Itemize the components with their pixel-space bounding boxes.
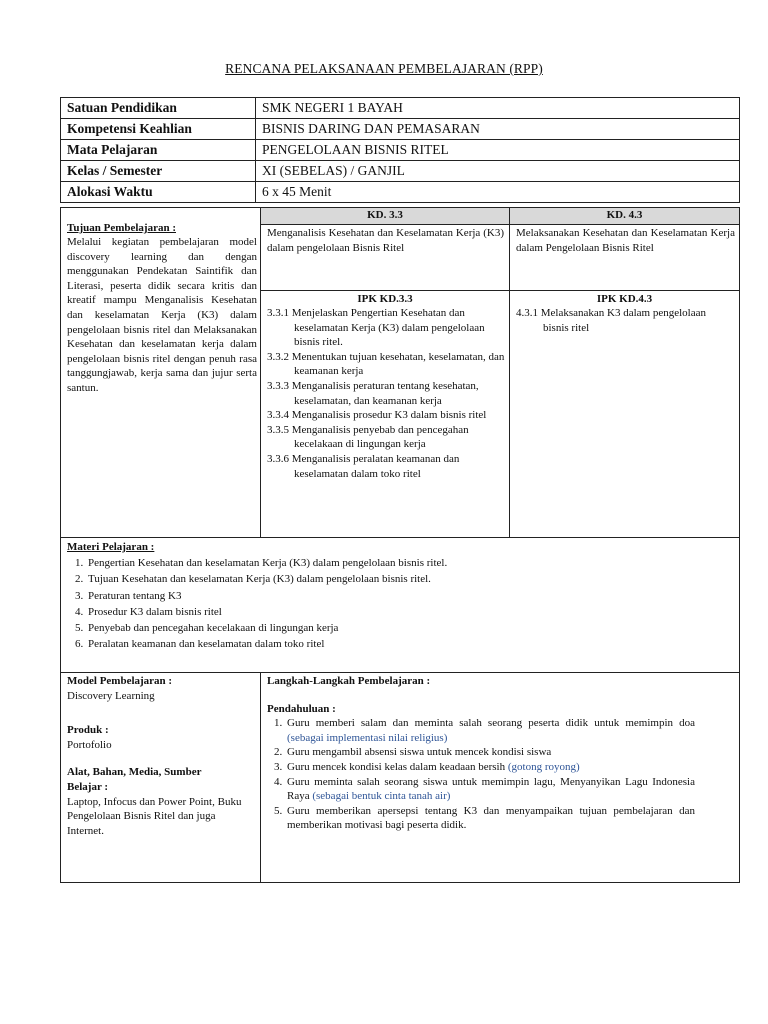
- ipk33-heading: IPK KD.3.3: [357, 293, 413, 305]
- materi-item: 4. Prosedur K3 dalam bisnis ritel: [86, 604, 746, 620]
- langkah-item: [285, 716, 695, 745]
- langkah-item: [285, 775, 695, 804]
- divider: [260, 224, 740, 225]
- langkah-item: [285, 760, 695, 775]
- ipk-item: 3.3.6 Menganalisis peralatan keamanan dan keselamatan dalam toko ritel: [267, 452, 460, 480]
- alat-heading: Alat, Bahan, Media, Sumber Belajar :: [67, 766, 202, 793]
- tujuan-heading: Tujuan Pembelajaran :: [67, 222, 176, 234]
- tujuan-text: Melalui kegiatan pembelajaran model discovery learning dan dengan menggunakan Pendekatan Saintifik dan Literasi, peserta didik secara kritis dan kreatif mampu Menganalisis Kesehatan dan keselamatan Kerja (K3) dalam pengelolaan bisnis ritel dan Melaksanakan Kesehatan dan keselamatan kerja dalam pengelolaan bisnis ritel dengan penuh rasa tanggungjawab, kerja sama dan jujur serta santun.: [67, 236, 257, 394]
- materi-list: [64, 555, 746, 653]
- ipk-item: 3.3.3 Menganalisis peraturan tentang kesehatan, keselamatan, dan keamanan kerja: [267, 379, 479, 407]
- ipk-item: 3.3.2 Menentukan tujuan kesehatan, keselamatan, dan keamanan kerja: [267, 350, 505, 378]
- identity-label: Mata Pelajaran: [61, 140, 256, 161]
- divider: [260, 672, 261, 883]
- identity-value: 6 x 45 Menit: [256, 182, 740, 203]
- langkah-text: Guru mencek kondisi kelas dalam keadaan bersih: [287, 760, 508, 773]
- pendahuluan-heading: Pendahuluan :: [267, 702, 336, 715]
- produk-value: Portofolio: [67, 738, 112, 751]
- langkah-note: (gotong royong): [507, 760, 580, 773]
- identity-label: Satuan Pendidikan: [61, 98, 256, 119]
- langkah-column: [267, 674, 695, 833]
- materi-heading: Materi Pelajaran :: [67, 541, 155, 553]
- alat-value: Laptop, Infocus dan Power Point, Buku Pengelolaan Bisnis Ritel dan juga Internet.: [67, 795, 242, 837]
- identity-table: [60, 97, 740, 203]
- kd43-text: Melaksanakan Kesehatan dan Keselamatan Kerja dalam Pengelolaan Bisnis Ritel: [516, 227, 735, 254]
- identity-label: Kompetensi Keahlian: [61, 119, 256, 140]
- kd33-heading: KD. 3.3: [367, 209, 403, 221]
- ipk-item: 4.3.1 Melaksanakan K3 dalam pengelolaan bisnis ritel: [516, 307, 706, 334]
- ipk33-list: [267, 306, 505, 481]
- materi-item: 6. Peralatan keamanan dan keselamatan dalam toko ritel: [86, 636, 746, 652]
- langkah-list: [267, 716, 695, 833]
- ipk-item: 3.3.1 Menjelaskan Pengertian Kesehatan dan keselamatan Kerja (K3) dalam pengelolaan bisnis ritel.: [267, 307, 485, 349]
- langkah-item: [285, 745, 695, 760]
- identity-label: Alokasi Waktu: [61, 182, 256, 203]
- divider: [260, 207, 261, 538]
- langkah-heading: Langkah-Langkah Pembelajaran :: [267, 675, 431, 687]
- identity-value: SMK NEGERI 1 BAYAH: [256, 98, 740, 119]
- langkah-text: Guru memberi salam dan meminta salah seorang peserta didik untuk memimpin doa: [287, 717, 695, 730]
- materi-item: 3. Peraturan tentang K3: [86, 588, 746, 604]
- divider: [260, 290, 740, 291]
- identity-value: BISNIS DARING DAN PEMASARAN: [256, 119, 740, 140]
- materi-item: 1. Pengertian Kesehatan dan keselamatan Kerja (K3) dalam pengelolaan bisnis ritel.: [86, 555, 746, 571]
- ipk43-list: [516, 306, 726, 335]
- materi-item: 5. Penyebab dan pencegahan kecelakaan di lingungan kerja: [86, 620, 746, 636]
- langkah-text: Guru meminta salah seorang siswa untuk memimpin lagu, Menyanyikan Lagu Indonesia Raya: [287, 775, 695, 803]
- ipk43-heading: IPK KD.4.3: [596, 293, 653, 305]
- kd33-text: Menganalisis Kesehatan dan Keselamatan Kerja (K3) dalam pengelolaan Bisnis Ritel: [267, 227, 504, 254]
- model-value: Discovery Learning: [67, 689, 155, 702]
- produk-heading: Produk :: [67, 724, 109, 737]
- materi-item: 2. Tujuan Kesehatan dan keselamatan Kerja (K3) dalam pengelolaan bisnis ritel.: [86, 571, 746, 587]
- identity-row: [61, 119, 740, 140]
- identity-row: [61, 161, 740, 182]
- page-title: RENCANA PELAKSANAAN PEMBELAJARAN (RPP): [225, 61, 543, 76]
- model-heading: Model Pembelajaran :: [67, 675, 173, 687]
- langkah-text: Guru memberikan apersepsi tentang K3 dan menyampaikan tujuan pembelajaran dan memberikan motivasi bagi peserta didik.: [287, 804, 695, 832]
- langkah-note: (sebagai implementasi nilai religius): [287, 731, 448, 744]
- kd43-heading: KD. 4.3: [606, 209, 643, 221]
- identity-label: Kelas / Semester: [61, 161, 256, 182]
- identity-row: [61, 140, 740, 161]
- identity-row: [61, 182, 740, 203]
- langkah-note: (sebagai bentuk cinta tanah air): [312, 790, 451, 803]
- identity-value: PENGELOLAAN BISNIS RITEL: [256, 140, 740, 161]
- langkah-text: Guru mengambil absensi siswa untuk mencek kondisi siswa: [287, 746, 552, 759]
- langkah-item: [285, 804, 695, 833]
- left-column: [67, 674, 257, 838]
- ipk-item: 3.3.5 Menganalisis penyebab dan pencegahan kecelakaan di lingungan kerja: [267, 423, 469, 451]
- ipk-item: 3.3.4 Menganalisis prosedur K3 dalam bisnis ritel: [267, 409, 487, 422]
- divider: [509, 207, 510, 538]
- identity-row: [61, 98, 740, 119]
- identity-value: XI (SEBELAS) / GANJIL: [256, 161, 740, 182]
